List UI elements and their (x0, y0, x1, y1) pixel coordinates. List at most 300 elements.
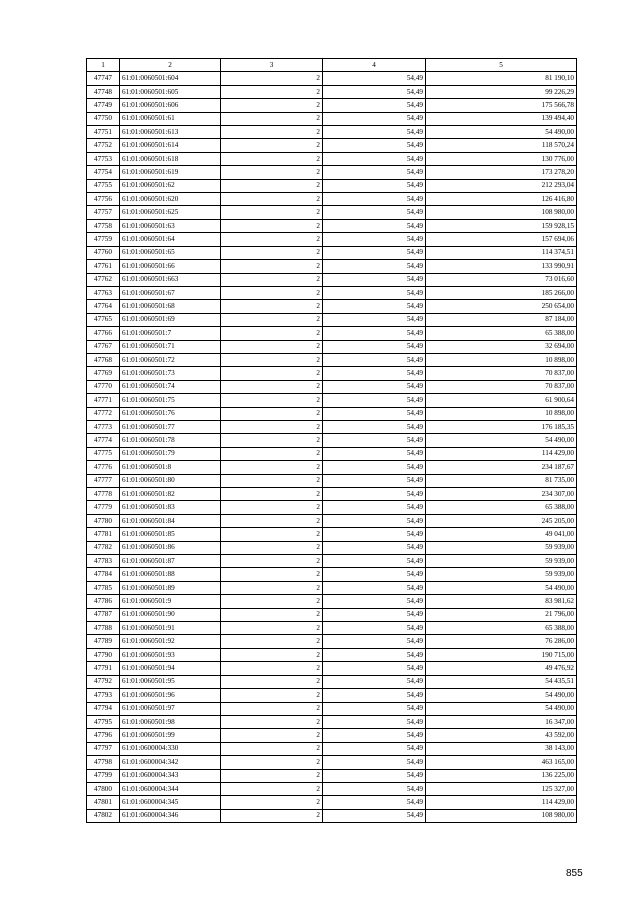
column-4-value: 54,49 (323, 514, 426, 527)
column-header: 3 (221, 59, 323, 72)
column-4-value: 54,49 (323, 769, 426, 782)
column-4-value: 54,49 (323, 152, 426, 165)
column-3-value: 2 (221, 126, 323, 139)
table-row (87, 166, 577, 179)
column-4-value: 54,49 (323, 689, 426, 702)
cadastral-number: 61:01:0060501:91 (120, 622, 221, 635)
row-number: 47760 (87, 246, 120, 259)
column-5-value: 108 980,00 (426, 809, 577, 822)
column-5-value: 54 490,00 (426, 689, 577, 702)
row-number: 47751 (87, 126, 120, 139)
column-4-value: 54,49 (323, 286, 426, 299)
column-4-value: 54,49 (323, 461, 426, 474)
column-4-value: 54,49 (323, 394, 426, 407)
column-5-value: 108 980,00 (426, 206, 577, 219)
column-5-value: 212 293,04 (426, 179, 577, 192)
row-number: 47782 (87, 541, 120, 554)
column-4-value: 54,49 (323, 648, 426, 661)
cadastral-number: 61:01:0600004:344 (120, 782, 221, 795)
cadastral-number: 61:01:0060501:87 (120, 555, 221, 568)
column-4-value: 54,49 (323, 313, 426, 326)
page-number: 855 (566, 868, 583, 879)
row-number: 47768 (87, 353, 120, 366)
column-4-value: 54,49 (323, 99, 426, 112)
row-number: 47794 (87, 702, 120, 715)
column-5-value: 43 592,00 (426, 729, 577, 742)
cadastral-number: 61:01:0060501:82 (120, 488, 221, 501)
row-number: 47762 (87, 273, 120, 286)
column-5-value: 125 327,00 (426, 782, 577, 795)
column-header: 5 (426, 59, 577, 72)
cadastral-number: 61:01:0060501:83 (120, 501, 221, 514)
column-4-value: 54,49 (323, 742, 426, 755)
cadastral-number: 61:01:0060501:96 (120, 689, 221, 702)
column-3-value: 2 (221, 166, 323, 179)
cadastral-number: 61:01:0060501:65 (120, 246, 221, 259)
column-3-value: 2 (221, 152, 323, 165)
column-3-value: 2 (221, 769, 323, 782)
column-3-value: 2 (221, 796, 323, 809)
column-3-value: 2 (221, 420, 323, 433)
cadastral-number: 61:01:0060501:84 (120, 514, 221, 527)
table-row (87, 622, 577, 635)
column-3-value: 2 (221, 273, 323, 286)
cadastral-number: 61:01:0060501:606 (120, 99, 221, 112)
table-row (87, 635, 577, 648)
column-3-value: 2 (221, 675, 323, 688)
column-4-value: 54,49 (323, 501, 426, 514)
column-3-value: 2 (221, 179, 323, 192)
column-4-value: 54,49 (323, 796, 426, 809)
table-row (87, 796, 577, 809)
row-number: 47770 (87, 380, 120, 393)
row-number: 47786 (87, 595, 120, 608)
table-row (87, 541, 577, 554)
column-5-value: 59 939,00 (426, 555, 577, 568)
column-3-value: 2 (221, 300, 323, 313)
column-4-value: 54,49 (323, 126, 426, 139)
row-number: 47773 (87, 420, 120, 433)
row-number: 47761 (87, 260, 120, 273)
column-5-value: 76 286,00 (426, 635, 577, 648)
row-number: 47759 (87, 233, 120, 246)
cadastral-number: 61:01:0060501:63 (120, 219, 221, 232)
cadastral-number: 61:01:0060501:86 (120, 541, 221, 554)
table-row (87, 286, 577, 299)
table-row (87, 447, 577, 460)
row-number: 47791 (87, 662, 120, 675)
column-4-value: 54,49 (323, 139, 426, 152)
column-3-value: 2 (221, 568, 323, 581)
row-number: 47748 (87, 85, 120, 98)
table-row (87, 715, 577, 728)
table-row (87, 394, 577, 407)
column-4-value: 54,49 (323, 541, 426, 554)
cadastral-number: 61:01:0600004:343 (120, 769, 221, 782)
column-4-value: 54,49 (323, 367, 426, 380)
table-row (87, 648, 577, 661)
column-3-value: 2 (221, 206, 323, 219)
column-5-value: 54 435,51 (426, 675, 577, 688)
column-5-value: 118 570,24 (426, 139, 577, 152)
row-number: 47785 (87, 581, 120, 594)
column-5-value: 10 898,00 (426, 353, 577, 366)
cadastral-number: 61:01:0060501:88 (120, 568, 221, 581)
column-3-value: 2 (221, 99, 323, 112)
column-5-value: 463 165,00 (426, 756, 577, 769)
column-5-value: 49 476,92 (426, 662, 577, 675)
row-number: 47796 (87, 729, 120, 742)
row-number: 47800 (87, 782, 120, 795)
table-row (87, 126, 577, 139)
cadastral-number: 61:01:0060501:99 (120, 729, 221, 742)
row-number: 47755 (87, 179, 120, 192)
column-4-value: 54,49 (323, 595, 426, 608)
table-header-row (87, 59, 577, 72)
table-row (87, 260, 577, 273)
data-table (86, 58, 577, 823)
row-number: 47798 (87, 756, 120, 769)
cadastral-number: 61:01:0060501:78 (120, 434, 221, 447)
table-row (87, 380, 577, 393)
cadastral-number: 61:01:0060501:619 (120, 166, 221, 179)
column-3-value: 2 (221, 72, 323, 85)
table-row (87, 273, 577, 286)
column-3-value: 2 (221, 756, 323, 769)
table-row (87, 139, 577, 152)
column-3-value: 2 (221, 662, 323, 675)
column-5-value: 65 388,00 (426, 622, 577, 635)
column-3-value: 2 (221, 461, 323, 474)
row-number: 47797 (87, 742, 120, 755)
column-4-value: 54,49 (323, 809, 426, 822)
column-4-value: 54,49 (323, 219, 426, 232)
row-number: 47777 (87, 474, 120, 487)
column-3-value: 2 (221, 260, 323, 273)
column-4-value: 54,49 (323, 112, 426, 125)
table-row (87, 152, 577, 165)
column-5-value: 59 939,00 (426, 568, 577, 581)
column-3-value: 2 (221, 689, 323, 702)
cadastral-number: 61:01:0600004:346 (120, 809, 221, 822)
row-number: 47790 (87, 648, 120, 661)
table-row (87, 581, 577, 594)
column-4-value: 54,49 (323, 447, 426, 460)
column-5-value: 54 490,00 (426, 581, 577, 594)
row-number: 47750 (87, 112, 120, 125)
cadastral-number: 61:01:0060501:72 (120, 353, 221, 366)
cadastral-number: 61:01:0600004:330 (120, 742, 221, 755)
column-5-value: 114 429,00 (426, 796, 577, 809)
cadastral-number: 61:01:0060501:605 (120, 85, 221, 98)
column-3-value: 2 (221, 729, 323, 742)
column-4-value: 54,49 (323, 715, 426, 728)
column-5-value: 54 490,00 (426, 702, 577, 715)
cadastral-number: 61:01:0060501:75 (120, 394, 221, 407)
column-5-value: 16 347,00 (426, 715, 577, 728)
row-number: 47778 (87, 488, 120, 501)
cadastral-number: 61:01:0060501:93 (120, 648, 221, 661)
column-3-value: 2 (221, 193, 323, 206)
column-3-value: 2 (221, 514, 323, 527)
row-number: 47783 (87, 555, 120, 568)
column-3-value: 2 (221, 139, 323, 152)
table-row (87, 219, 577, 232)
table-row (87, 233, 577, 246)
row-number: 47763 (87, 286, 120, 299)
column-5-value: 81 190,10 (426, 72, 577, 85)
column-3-value: 2 (221, 648, 323, 661)
column-5-value: 21 796,00 (426, 608, 577, 621)
table-row (87, 367, 577, 380)
column-5-value: 114 374,51 (426, 246, 577, 259)
column-4-value: 54,49 (323, 702, 426, 715)
column-3-value: 2 (221, 313, 323, 326)
cadastral-number: 61:01:0060501:62 (120, 179, 221, 192)
cadastral-number: 61:01:0060501:61 (120, 112, 221, 125)
table-row (87, 300, 577, 313)
cadastral-number: 61:01:0060501:92 (120, 635, 221, 648)
table-row (87, 769, 577, 782)
column-4-value: 54,49 (323, 756, 426, 769)
table-row (87, 461, 577, 474)
cadastral-number: 61:01:0060501:66 (120, 260, 221, 273)
table-row (87, 809, 577, 822)
table-row (87, 434, 577, 447)
column-5-value: 59 939,00 (426, 541, 577, 554)
row-number: 47779 (87, 501, 120, 514)
column-4-value: 54,49 (323, 246, 426, 259)
column-5-value: 173 278,20 (426, 166, 577, 179)
table-row (87, 528, 577, 541)
column-4-value: 54,49 (323, 635, 426, 648)
column-3-value: 2 (221, 702, 323, 715)
column-3-value: 2 (221, 327, 323, 340)
column-4-value: 54,49 (323, 193, 426, 206)
column-5-value: 54 490,00 (426, 434, 577, 447)
column-5-value: 175 566,78 (426, 99, 577, 112)
column-3-value: 2 (221, 340, 323, 353)
column-5-value: 49 041,00 (426, 528, 577, 541)
column-5-value: 70 837,00 (426, 367, 577, 380)
row-number: 47788 (87, 622, 120, 635)
table-row (87, 675, 577, 688)
column-4-value: 54,49 (323, 608, 426, 621)
column-3-value: 2 (221, 622, 323, 635)
cadastral-number: 61:01:0060501:73 (120, 367, 221, 380)
table-row (87, 568, 577, 581)
row-number: 47792 (87, 675, 120, 688)
table-row (87, 99, 577, 112)
cadastral-number: 61:01:0060501:98 (120, 715, 221, 728)
column-3-value: 2 (221, 581, 323, 594)
table-row (87, 112, 577, 125)
cadastral-number: 61:01:0060501:604 (120, 72, 221, 85)
column-3-value: 2 (221, 742, 323, 755)
row-number: 47775 (87, 447, 120, 460)
column-3-value: 2 (221, 434, 323, 447)
row-number: 47753 (87, 152, 120, 165)
row-number: 47771 (87, 394, 120, 407)
column-5-value: 61 900,64 (426, 394, 577, 407)
table-row (87, 353, 577, 366)
column-5-value: 234 187,67 (426, 461, 577, 474)
column-4-value: 54,49 (323, 85, 426, 98)
column-3-value: 2 (221, 353, 323, 366)
column-3-value: 2 (221, 246, 323, 259)
row-number: 47801 (87, 796, 120, 809)
row-number: 47757 (87, 206, 120, 219)
column-5-value: 185 266,00 (426, 286, 577, 299)
cadastral-number: 61:01:0060501:7 (120, 327, 221, 340)
column-3-value: 2 (221, 809, 323, 822)
row-number: 47802 (87, 809, 120, 822)
column-4-value: 54,49 (323, 488, 426, 501)
table-row (87, 420, 577, 433)
column-4-value: 54,49 (323, 327, 426, 340)
column-5-value: 139 494,40 (426, 112, 577, 125)
column-3-value: 2 (221, 782, 323, 795)
column-5-value: 159 928,15 (426, 219, 577, 232)
cadastral-number: 61:01:0060501:614 (120, 139, 221, 152)
table-row (87, 662, 577, 675)
column-3-value: 2 (221, 528, 323, 541)
column-5-value: 83 981,62 (426, 595, 577, 608)
row-number: 47787 (87, 608, 120, 621)
row-number: 47747 (87, 72, 120, 85)
table-row (87, 193, 577, 206)
column-3-value: 2 (221, 555, 323, 568)
column-3-value: 2 (221, 112, 323, 125)
column-3-value: 2 (221, 595, 323, 608)
column-4-value: 54,49 (323, 782, 426, 795)
table-row (87, 474, 577, 487)
cadastral-number: 61:01:0060501:95 (120, 675, 221, 688)
column-4-value: 54,49 (323, 206, 426, 219)
cadastral-number: 61:01:0060501:618 (120, 152, 221, 165)
column-4-value: 54,49 (323, 729, 426, 742)
cadastral-number: 61:01:0060501:68 (120, 300, 221, 313)
cadastral-number: 61:01:0060501:94 (120, 662, 221, 675)
column-3-value: 2 (221, 85, 323, 98)
column-5-value: 65 388,00 (426, 501, 577, 514)
row-number: 47776 (87, 461, 120, 474)
table-row (87, 179, 577, 192)
cadastral-number: 61:01:0060501:89 (120, 581, 221, 594)
column-4-value: 54,49 (323, 555, 426, 568)
table-row (87, 689, 577, 702)
table-body (87, 72, 577, 823)
column-4-value: 54,49 (323, 380, 426, 393)
column-5-value: 136 225,00 (426, 769, 577, 782)
column-4-value: 54,49 (323, 568, 426, 581)
column-5-value: 10 898,00 (426, 407, 577, 420)
column-5-value: 38 143,00 (426, 742, 577, 755)
table-row (87, 782, 577, 795)
table-row (87, 702, 577, 715)
row-number: 47767 (87, 340, 120, 353)
table-row (87, 206, 577, 219)
column-4-value: 54,49 (323, 166, 426, 179)
column-4-value: 54,49 (323, 420, 426, 433)
cadastral-number: 61:01:0060501:69 (120, 313, 221, 326)
cadastral-number: 61:01:0060501:71 (120, 340, 221, 353)
table-row (87, 407, 577, 420)
cadastral-number: 61:01:0060501:8 (120, 461, 221, 474)
column-5-value: 130 776,00 (426, 152, 577, 165)
table-row (87, 595, 577, 608)
column-4-value: 54,49 (323, 407, 426, 420)
column-5-value: 234 307,00 (426, 488, 577, 501)
cadastral-number: 61:01:0060501:77 (120, 420, 221, 433)
row-number: 47766 (87, 327, 120, 340)
row-number: 47752 (87, 139, 120, 152)
table-row (87, 756, 577, 769)
row-number: 47772 (87, 407, 120, 420)
column-5-value: 73 016,60 (426, 273, 577, 286)
column-header: 4 (323, 59, 426, 72)
column-5-value: 81 735,00 (426, 474, 577, 487)
cadastral-number: 61:01:0060501:97 (120, 702, 221, 715)
column-4-value: 54,49 (323, 300, 426, 313)
column-3-value: 2 (221, 380, 323, 393)
column-5-value: 114 429,00 (426, 447, 577, 460)
cadastral-number: 61:01:0060501:74 (120, 380, 221, 393)
row-number: 47799 (87, 769, 120, 782)
row-number: 47774 (87, 434, 120, 447)
column-5-value: 157 694,06 (426, 233, 577, 246)
column-4-value: 54,49 (323, 528, 426, 541)
row-number: 47758 (87, 219, 120, 232)
row-number: 47765 (87, 313, 120, 326)
table-row (87, 729, 577, 742)
column-3-value: 2 (221, 488, 323, 501)
column-4-value: 54,49 (323, 662, 426, 675)
column-3-value: 2 (221, 286, 323, 299)
cadastral-number: 61:01:0060501:90 (120, 608, 221, 621)
column-3-value: 2 (221, 394, 323, 407)
column-4-value: 54,49 (323, 260, 426, 273)
column-4-value: 54,49 (323, 340, 426, 353)
table-row (87, 514, 577, 527)
column-4-value: 54,49 (323, 72, 426, 85)
row-number: 47754 (87, 166, 120, 179)
column-3-value: 2 (221, 608, 323, 621)
column-3-value: 2 (221, 474, 323, 487)
table-row (87, 501, 577, 514)
column-3-value: 2 (221, 501, 323, 514)
cadastral-number: 61:01:0060501:79 (120, 447, 221, 460)
row-number: 47756 (87, 193, 120, 206)
column-5-value: 245 205,00 (426, 514, 577, 527)
row-number: 47769 (87, 367, 120, 380)
row-number: 47793 (87, 689, 120, 702)
table-row (87, 72, 577, 85)
column-3-value: 2 (221, 715, 323, 728)
table-row (87, 555, 577, 568)
column-4-value: 54,49 (323, 622, 426, 635)
column-5-value: 250 654,00 (426, 300, 577, 313)
row-number: 47795 (87, 715, 120, 728)
cadastral-number: 61:01:0060501:620 (120, 193, 221, 206)
table-row (87, 313, 577, 326)
column-5-value: 176 185,35 (426, 420, 577, 433)
table-row (87, 340, 577, 353)
cadastral-number: 61:01:0060501:76 (120, 407, 221, 420)
column-5-value: 32 694,00 (426, 340, 577, 353)
column-header: 1 (87, 59, 120, 72)
column-4-value: 54,49 (323, 581, 426, 594)
